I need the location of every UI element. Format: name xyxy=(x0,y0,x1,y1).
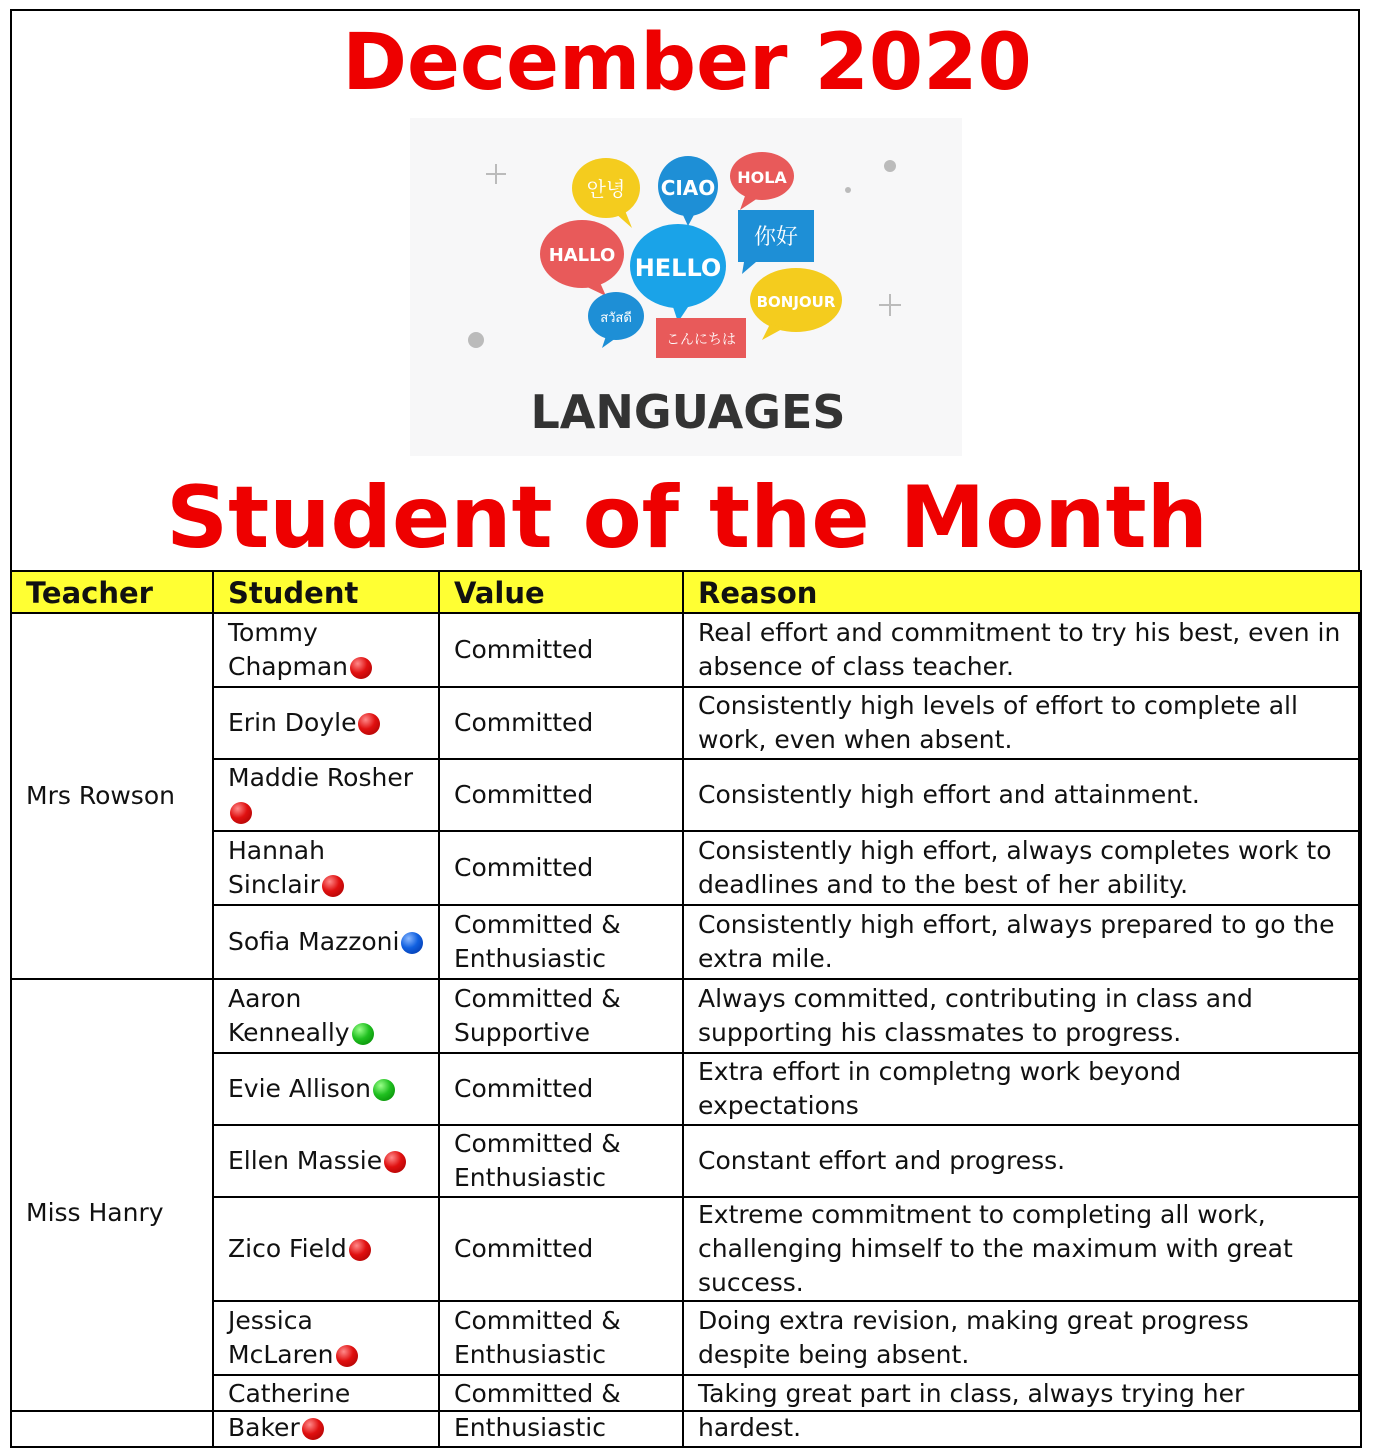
bubble-text: HALLO xyxy=(548,245,616,266)
bubble-text: こんにちは xyxy=(666,332,736,348)
table-row xyxy=(11,1053,1361,1125)
languages-graphic xyxy=(410,118,962,456)
table-row xyxy=(11,831,1361,905)
table-row xyxy=(11,687,1361,759)
student-name: Hannah Sinclair xyxy=(228,836,325,899)
table-row xyxy=(11,1125,1361,1197)
reason-cell: Extreme commitment to completing all work, challenging himself to the maximum with great success. xyxy=(683,1197,1361,1301)
value-cell: Committed xyxy=(439,687,683,759)
table-row xyxy=(11,1375,1361,1447)
student-name: Zico Field xyxy=(228,1234,347,1263)
red-dot-icon xyxy=(302,1418,324,1440)
reason-cell: Consistently high effort, always completes work to deadlines and to the best of her ability. xyxy=(683,831,1361,905)
student-name: Erin Doyle xyxy=(228,708,357,737)
reason-cell: Consistently high effort, always prepared to go the extra mile. xyxy=(683,905,1361,979)
table-row xyxy=(11,1197,1361,1301)
date-title: December 2020 xyxy=(342,18,1032,108)
student-cell xyxy=(213,1053,439,1125)
red-dot-icon xyxy=(322,875,344,897)
student-cell xyxy=(213,687,439,759)
reason-cell: Consistently high levels of effort to complete all work, even when absent. xyxy=(683,687,1361,759)
bubble-text: 你好 xyxy=(753,225,799,250)
reason-cell: Extra effort in completng work beyond expectations xyxy=(683,1053,1361,1125)
header-teacher: Teacher xyxy=(11,571,213,613)
reason-cell: Consistently high effort and attainment. xyxy=(683,759,1361,831)
red-dot-icon xyxy=(349,1239,371,1261)
student-cell xyxy=(213,1125,439,1197)
table-row xyxy=(11,979,1361,1053)
bubble-hola xyxy=(730,152,794,210)
bubble-text: HELLO xyxy=(634,254,722,282)
green-dot-icon xyxy=(352,1023,374,1045)
student-table xyxy=(10,570,1362,1448)
bubble-thai xyxy=(588,292,644,348)
value-cell: Committed xyxy=(439,1197,683,1301)
red-dot-icon xyxy=(336,1345,358,1367)
student-name: Sofia Mazzoni xyxy=(228,927,400,956)
value-cell: Committed xyxy=(439,759,683,831)
red-dot-icon xyxy=(358,713,380,735)
header-value: Value xyxy=(439,571,683,613)
student-cell xyxy=(213,1375,439,1447)
bubble-hallo xyxy=(540,220,624,296)
reason-cell: Taking great part in class, always trying her hardest. xyxy=(683,1375,1361,1447)
student-cell xyxy=(213,979,439,1053)
award-title: Student of the Month xyxy=(166,468,1208,568)
blue-dot-icon xyxy=(401,932,423,954)
reason-cell: Constant effort and progress. xyxy=(683,1125,1361,1197)
header-student: Student xyxy=(213,571,439,613)
table-header-row xyxy=(11,571,1361,613)
value-cell: Committed xyxy=(439,1053,683,1125)
student-cell xyxy=(213,1197,439,1301)
red-dot-icon xyxy=(230,802,252,824)
bubble-japanese xyxy=(656,318,746,358)
reason-cell: Always committed, contributing in class and supporting his classmates to progress. xyxy=(683,979,1361,1053)
bubble-bonjour xyxy=(750,268,842,340)
reason-cell: Doing extra revision, making great progress despite being absent. xyxy=(683,1301,1361,1375)
value-cell: Committed & Enthusiastic xyxy=(439,1125,683,1197)
table-row xyxy=(11,759,1361,831)
student-name: Catherine Baker xyxy=(228,1379,351,1442)
value-cell: Committed xyxy=(439,831,683,905)
student-cell xyxy=(213,759,439,831)
student-cell xyxy=(213,613,439,687)
student-name: Aaron Kenneally xyxy=(228,984,350,1047)
value-cell: Committed & Enthusiastic xyxy=(439,1301,683,1375)
student-name: Ellen Massie xyxy=(228,1146,383,1175)
bubble-korean xyxy=(572,158,640,228)
teacher-cell: Miss Hanry xyxy=(11,979,213,1447)
value-cell: Committed & Enthusiastic xyxy=(439,1375,683,1447)
student-name: Tommy Chapman xyxy=(228,618,349,681)
student-cell xyxy=(213,905,439,979)
green-dot-icon xyxy=(373,1079,395,1101)
table-row xyxy=(11,1301,1361,1375)
student-name: Maddie Rosher xyxy=(228,763,413,792)
value-cell: Committed & Enthusiastic xyxy=(439,905,683,979)
bubble-text: BONJOUR xyxy=(756,293,836,311)
red-dot-icon xyxy=(350,657,372,679)
bubble-text: HOLA xyxy=(737,168,787,187)
student-name: Evie Allison xyxy=(228,1074,371,1103)
bubble-text: สวัสดี xyxy=(600,311,632,326)
bubble-chinese xyxy=(738,210,814,274)
bubble-ciao xyxy=(658,156,718,226)
graphic-caption: LANGUAGES xyxy=(530,385,846,439)
student-name: Jessica McLaren xyxy=(228,1306,334,1369)
bubble-text: 안녕 xyxy=(586,177,626,201)
table-row xyxy=(11,905,1361,979)
value-cell: Committed xyxy=(439,613,683,687)
student-cell xyxy=(213,1301,439,1375)
student-cell xyxy=(213,831,439,905)
bubble-hello xyxy=(630,224,726,322)
red-dot-icon xyxy=(384,1151,406,1173)
table-row xyxy=(11,613,1361,687)
value-cell: Committed & Supportive xyxy=(439,979,683,1053)
bubble-text: CIAO xyxy=(660,176,716,200)
header-reason: Reason xyxy=(683,571,1361,613)
reason-cell: Real effort and commitment to try his best, even in absence of class teacher. xyxy=(683,613,1361,687)
teacher-cell: Mrs Rowson xyxy=(11,613,213,979)
